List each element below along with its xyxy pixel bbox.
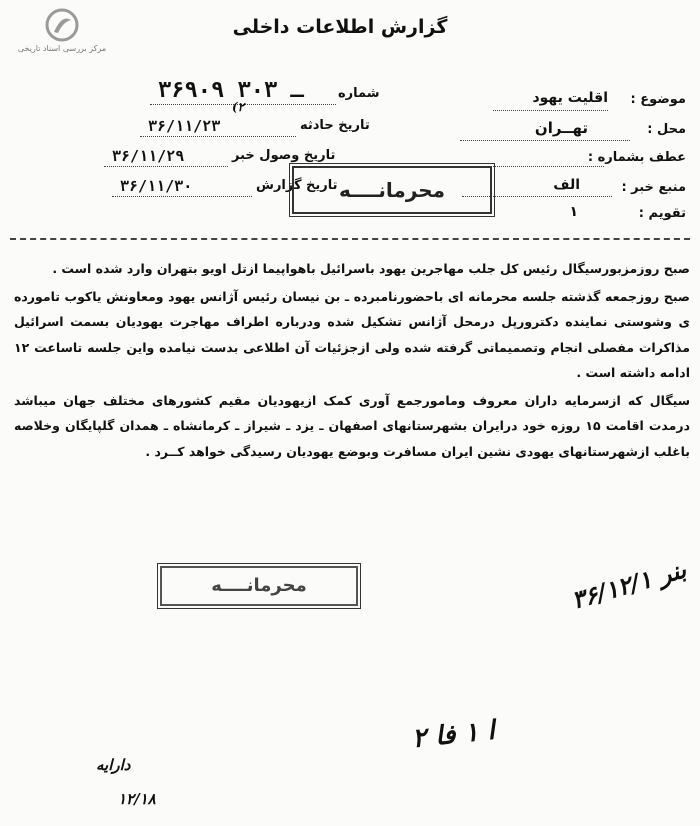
calendar-value: ۱ [569,204,578,220]
header-separator [10,238,690,240]
subject-value: اقلیت یهود [532,90,608,106]
incident-date-correction: (۲ [232,100,245,114]
logo-text: مرکز بررسی اسناد تاریخی [17,44,107,53]
document-title: گزارش اطلاعات داخلی [232,16,448,38]
handwritten-left-note-2: ۱۲/۱۸ [118,790,156,808]
archive-logo-icon [45,8,79,42]
source-value: الف [553,177,580,193]
paragraph-1: صبح روزمزبورسیگال رئیس کل جلب مهاجرین یهود باسرائیل باهواپیما ازتل اویو بتهران وارد شده است . [52,261,690,276]
receipt-date-dots [104,166,228,167]
paragraph-2: صبح روزجمعه گذشته جلسه محرمانه ای باحضورنامبرده ـ بن نیسان رئیس آژانس یهود ومعاونش یاکوب تامورده ی وشوستی نماینده دکترورپل درمحل آژانس تشکیل شده ودرباره اطراف مهاجرت یهودیان بسمت اسرائیل مذاکرات مفصلی انجام وتصمیماتی گرفته شده ولی ازجزئیات آن اطلاعی بدست نیامده واین جلسه تاساعت ۱۲ ادامه داشته است . [14,288,690,380]
report-body [14,256,690,466]
subject-dots [493,110,608,111]
place-value: تهــران [534,119,588,137]
handwritten-middle-note: ا ۱ فا ۲ [410,715,497,755]
number-label: شماره [338,86,380,101]
receipt-date-value: ۳۶/۱۱/۲۹ [112,147,185,165]
report-date-label: تاریخ گزارش [256,178,338,193]
report-date-dots [112,196,252,197]
confidential-stamp-bottom: محرمانــــه [160,566,358,606]
number-value: ۳۶۹۰۹ ـ ۳۰۳ [158,78,304,103]
source-label: منبع خبر : [621,180,686,195]
archive-logo [12,8,112,53]
reference-label: عطف بشماره : [587,150,686,165]
incident-date-label: تاریخ حادثه [300,118,370,133]
handwritten-left-note-1: دارایه [96,756,131,774]
incident-date-value: ۳۶/۱۱/۲۳ [148,117,221,135]
receipt-date-label: تاریخ وصول خبر [232,148,336,163]
report-date-value: ۳۶/۱۱/۳۰ [120,177,193,195]
confidential-stamp-top: محرمانــــه [292,166,492,214]
calendar-label: تقویم : [638,206,686,221]
place-label: محل : [647,122,686,137]
incident-date-dots [140,136,296,137]
handwritten-date-note: بنر ۳۶/۱۲/۱ [568,554,690,615]
place-dots [460,140,630,141]
paragraph-3: سیگال که ازسرمایه داران معروف ومامورجمع آوری کمک ازیهودیان مقیم کشورهای مختلف جهان میباشد درمدت اقامت ۱۵ روزه خود درایران بشهرستانهای اصفهان ـ یزد ـ شیراز ـ کرمانشاه ـ همدان گلپایگان وخلاصه باغلب ازشهرستانهای یهودی نشین ایران مسافرت وبوضع یهودیان رسیدگی خواهد کــرد . [14,392,690,459]
subject-label: موضوع : [630,92,686,107]
